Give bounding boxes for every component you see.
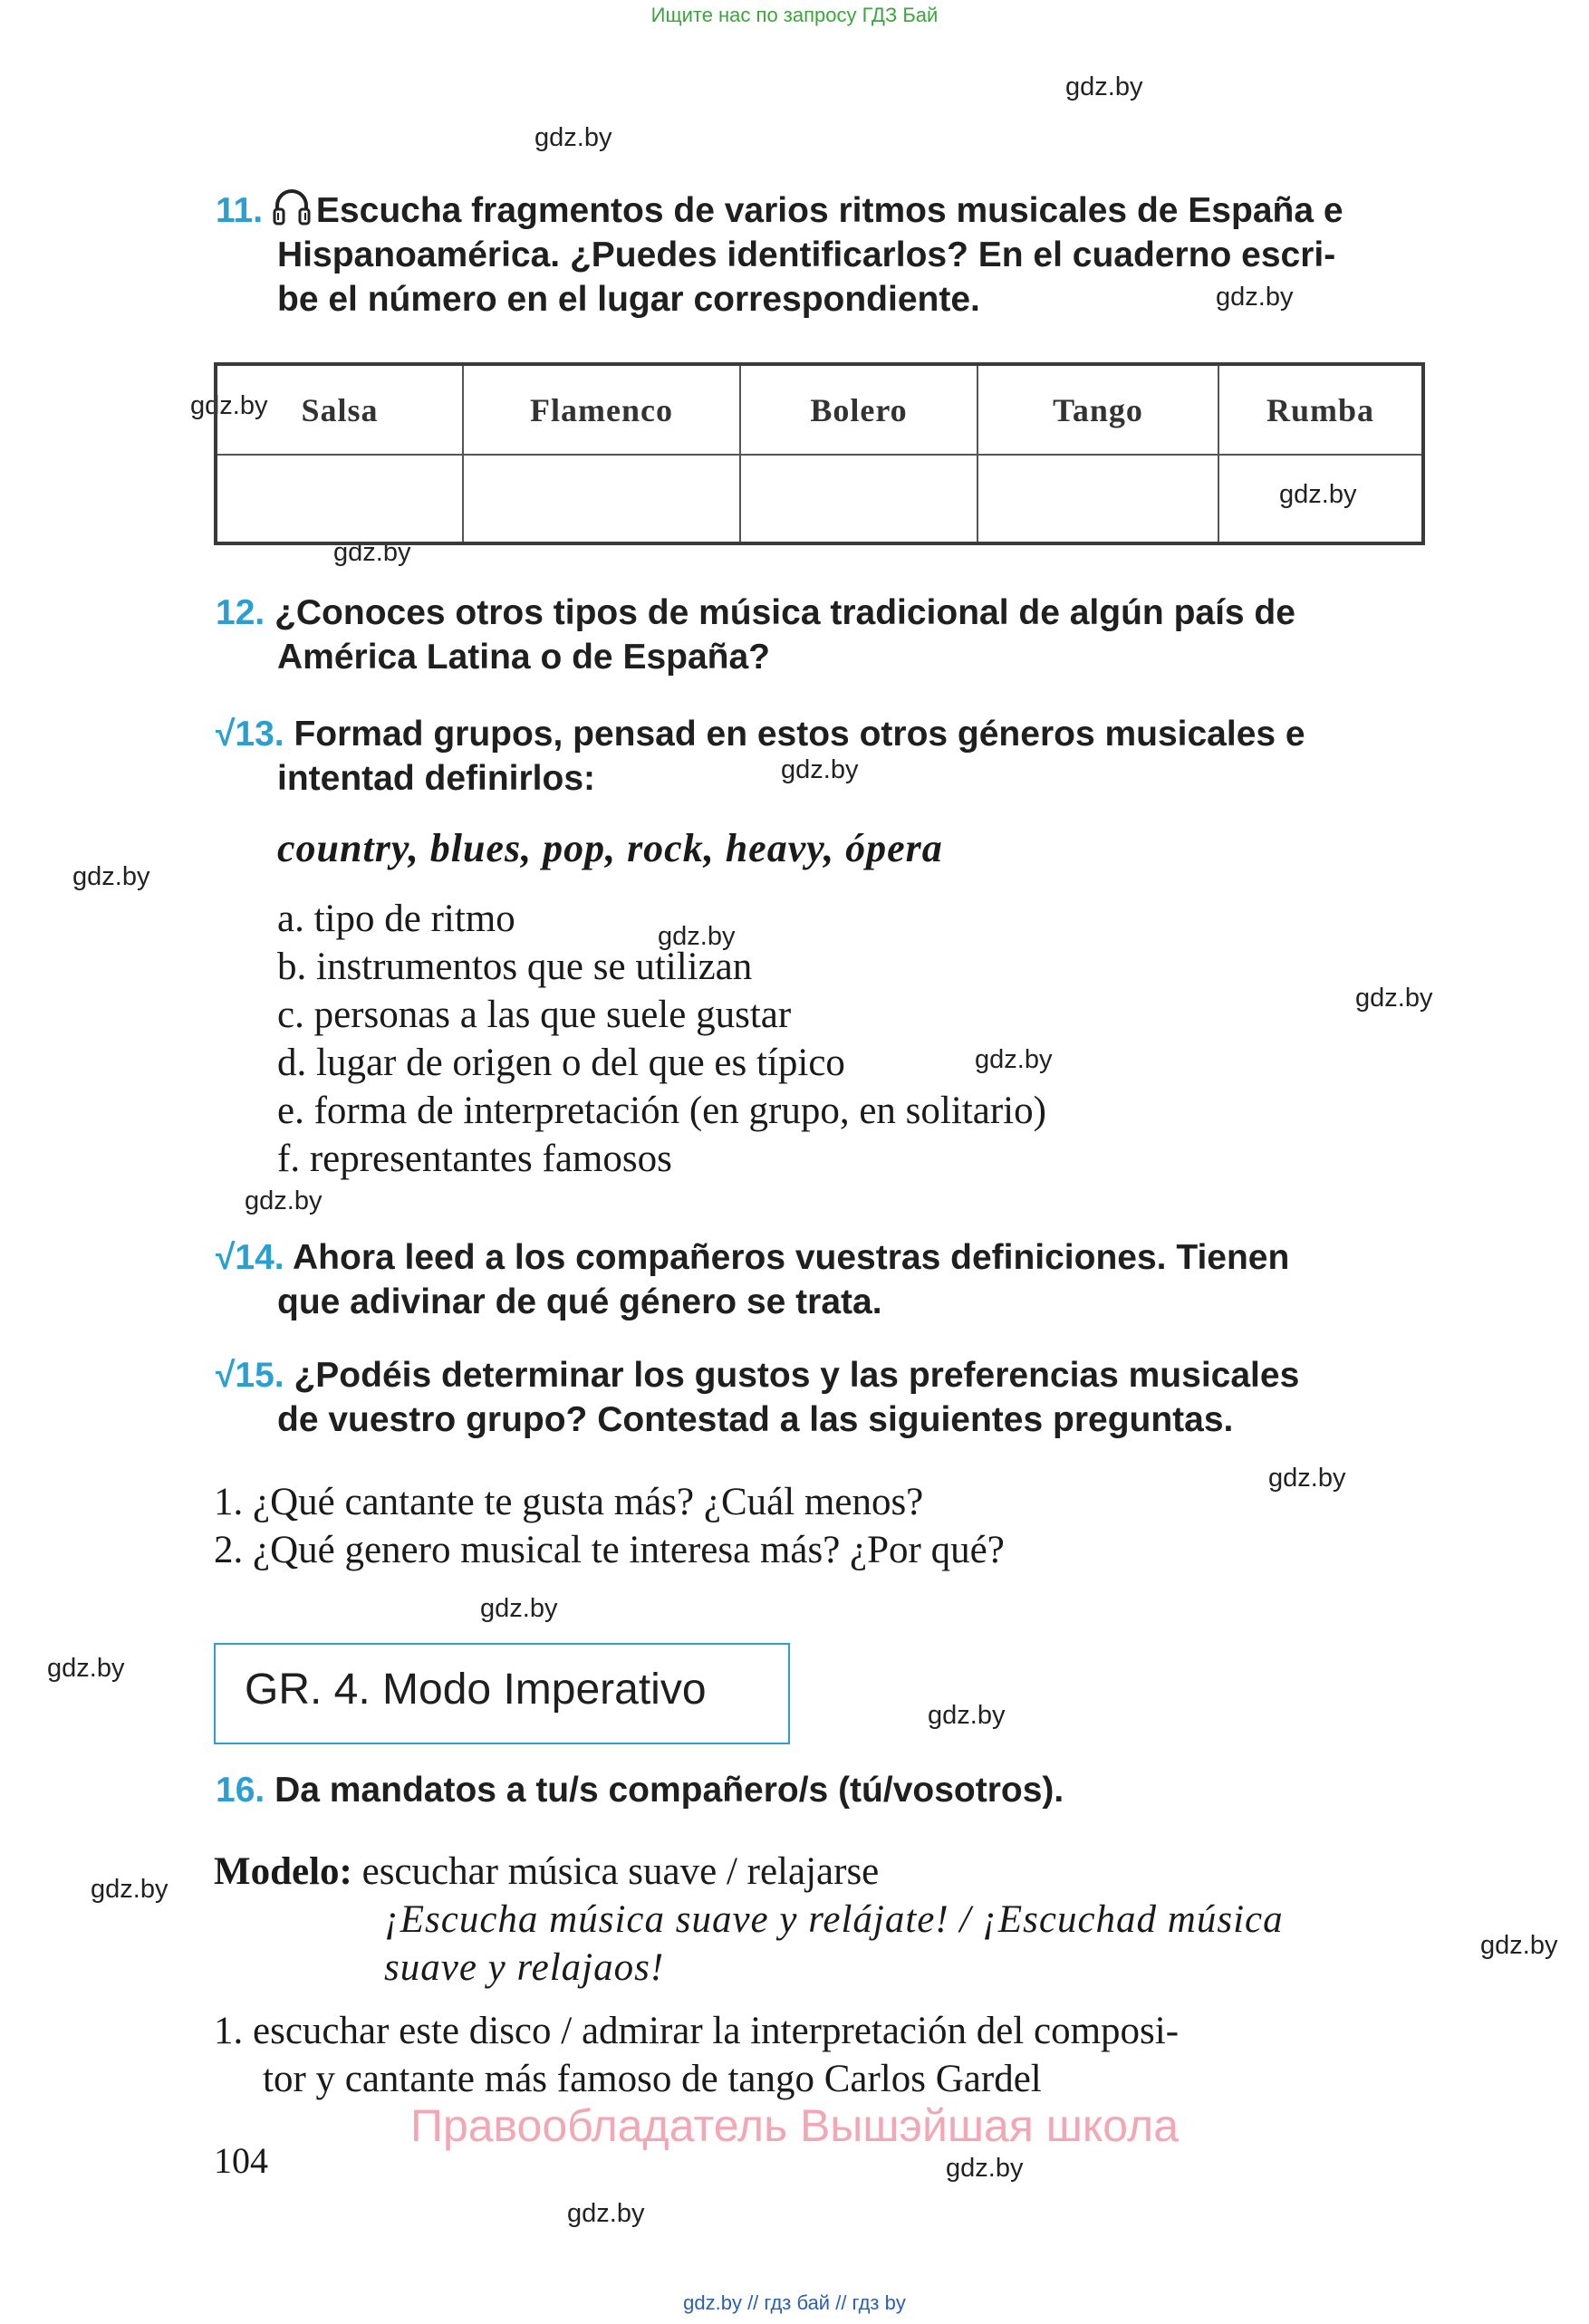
exercise-14 [216,1235,1425,1324]
list-item-continuation: tor y cantante más famoso de tango Carlos Gardel [263,2058,1042,2100]
list-item: f. representantes famosos [277,1138,672,1180]
exercise-text: ¿Conoces otros tipos de música tradicional de algún país de [274,593,1295,632]
exercise-12 [216,591,1425,679]
headphones-icon [273,189,311,226]
page-number: 104 [214,2140,268,2181]
model-prompt: escuchar música suave / relajarse [361,1850,880,1893]
watermark: gdz.by [47,1654,125,1683]
list-item: e. forma de interpretación (en grupo, en solitario) [277,1090,1046,1132]
rights-holder-notice: Правообладатель Вышэйшая школа [410,2100,1179,2151]
watermark: gdz.by [946,2154,1024,2183]
table-header-cell: Bolero [740,364,977,455]
model-example [214,1848,1284,1992]
watermark: gdz.by [534,123,612,152]
list-item: 1. ¿Qué cantante te gusta más? ¿Cuál menos? [214,1481,924,1523]
watermark: gdz.by [567,2199,645,2228]
watermark: gdz.by [480,1594,558,1623]
watermark: gdz.by [1065,72,1143,101]
exercise-text: ¿Podéis determinar los gustos y las preferencias musicales [294,1356,1300,1395]
watermark: gdz.by [781,755,859,784]
exercise-text: Da mandatos a tu/s compañero/s (tú/vosotros). [274,1771,1064,1810]
exercise-text: be el número en el lugar correspondiente. [277,280,980,319]
watermark: gdz.by [72,862,150,891]
exercise-text: intentad definirlos: [277,759,595,798]
list-item: c. personas a las que suele gustar [277,994,792,1036]
table-header-cell: Rumba [1218,364,1423,455]
question-list [214,1478,1005,1574]
table-answer-cell[interactable] [463,455,740,543]
exercise-text: Formad grupos, pensad en estos otros géneros musicales e [294,715,1305,754]
list-item: 1. escuchar este disco / admirar la interpretación del composi- [214,2010,1180,2052]
watermark: gdz.by [1216,283,1294,312]
list-item: a. tipo de ritmo [277,898,515,940]
exercise-number: √13. [216,715,284,754]
table-answer-cell[interactable] [977,455,1218,543]
watermark: gdz.by [658,922,736,951]
model-label: Modelo: [214,1850,352,1893]
grammar-title: GR. 4. Modo Imperativo [245,1666,707,1714]
exercise-text: de vuestro grupo? Contestad a las siguientes preguntas. [277,1400,1234,1439]
list-item: d. lugar de origen o del que es típico [277,1042,845,1084]
table-header-cell: Tango [977,364,1218,455]
watermark: gdz.by [1279,480,1357,509]
watermark: gdz.by [91,1875,169,1904]
watermark: gdz.by [333,538,411,567]
exercise-text: que adivinar de qué género se trata. [277,1282,882,1321]
table-header-cell: Flamenco [463,364,740,455]
exercise-text: Escucha fragmentos de varios ritmos musicales de España e [315,191,1343,230]
watermark: gdz.by [245,1186,323,1215]
exercise-15 [216,1353,1425,1442]
table-answer-cell[interactable] [216,455,463,543]
watermark: gdz.by [1355,984,1433,1013]
watermark: gdz.by [1268,1464,1346,1493]
exercise-13 [216,712,1425,801]
exercise-number: 11. [216,191,264,230]
table-header-cell: Salsa [216,364,463,455]
table-answer-cell[interactable] [1218,455,1423,543]
model-answer: suave y relajaos! [384,1946,665,1989]
exercise-text: Ahora leed a los compañeros vuestras definiciones. Tienen [293,1238,1290,1277]
list-item: 2. ¿Qué genero musical te interesa más? ¿Por qué? [214,1529,1005,1571]
header-note: Ищите нас по запросу ГДЗ Бай [650,4,939,26]
exercise-text: América Latina o de España? [277,638,771,677]
watermark: gdz.by [190,391,268,420]
exercise-11 [216,188,1425,322]
exercise-number: √15. [216,1356,284,1395]
definition-criteria-list [277,895,1046,1183]
exercise-16-item [214,2007,1428,2103]
exercise-16 [216,1768,1425,1812]
watermark: gdz.by [975,1045,1053,1074]
footer-note: gdz.by // гдз бай // гдз by [683,2291,906,2314]
exercise-number: √14. [216,1238,284,1277]
exercise-number: 12. [216,593,265,632]
watermark: gdz.by [928,1701,1006,1730]
list-item: b. instrumentos que se utilizan [277,946,753,988]
exercise-text: Hispanoamérica. ¿Puedes identificarlos? En el cuaderno escri- [277,235,1336,274]
model-answer: ¡Escucha música suave y relájate! / ¡Escuchad música [384,1898,1284,1941]
table-answer-cell[interactable] [740,455,977,543]
watermark: gdz.by [1480,1931,1558,1960]
exercise-number: 16. [216,1771,265,1810]
genres-table [214,362,1425,545]
genre-list: country, blues, pop, rock, heavy, ópera [277,826,943,870]
